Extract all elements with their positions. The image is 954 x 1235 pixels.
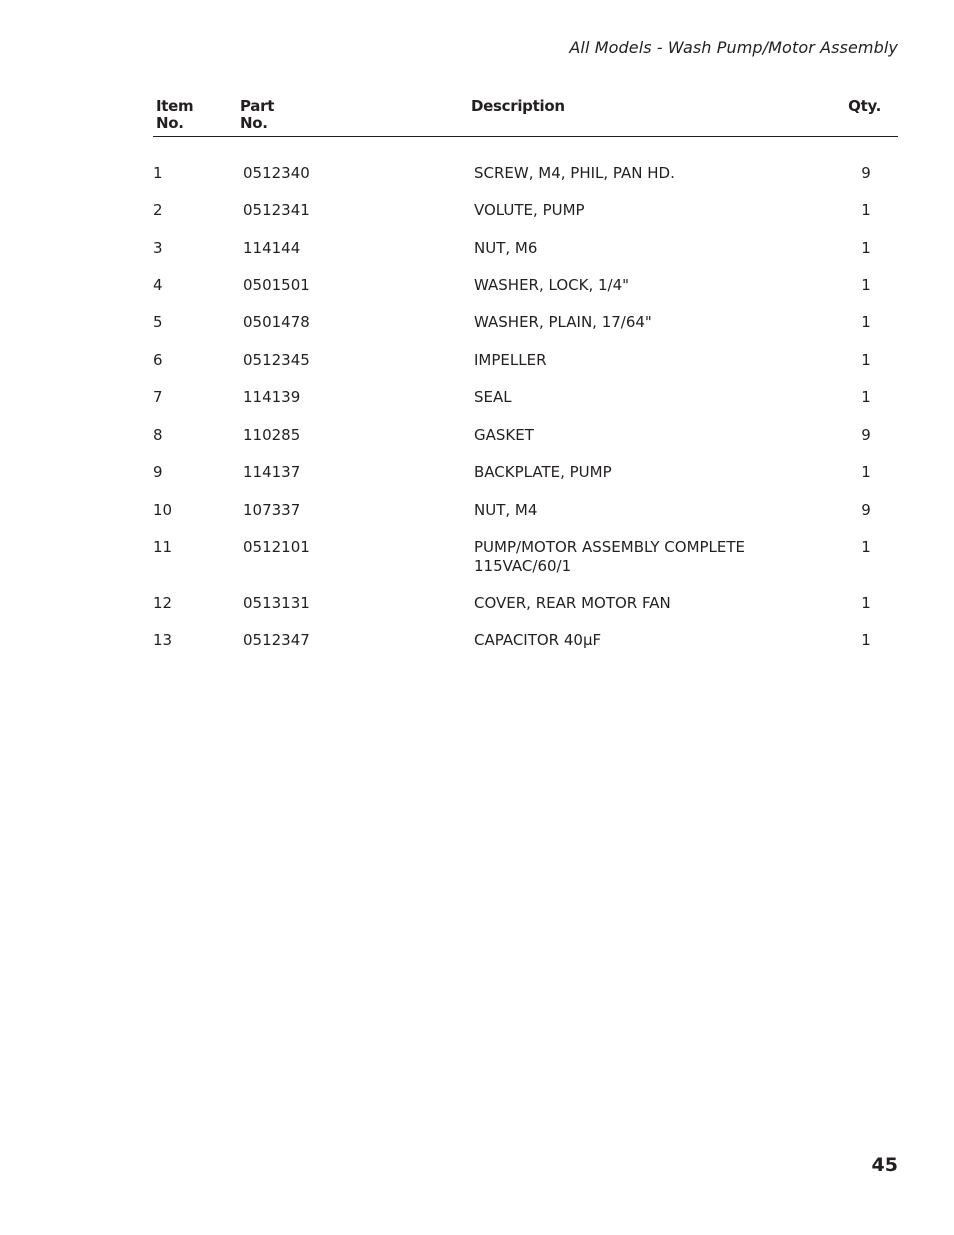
part-number: 0501478 (243, 313, 310, 331)
part-description (474, 463, 612, 482)
part-description-line: COVER, REAR MOTOR FAN (474, 594, 671, 612)
header-divider (153, 136, 898, 137)
quantity: 1 (861, 388, 871, 406)
quantity: 9 (861, 426, 871, 444)
item-number: 7 (153, 388, 163, 406)
item-number: 1 (153, 164, 163, 182)
quantity: 1 (861, 631, 871, 649)
column-header-part-no (240, 98, 274, 132)
quantity: 1 (861, 239, 871, 257)
part-description-line: SCREW, M4, PHIL, PAN HD. (474, 164, 675, 182)
quantity: 1 (861, 201, 871, 219)
part-number: 0513131 (243, 594, 310, 612)
part-description-line: NUT, M4 (474, 501, 538, 519)
part-number: 114139 (243, 388, 301, 406)
part-description (474, 276, 629, 295)
column-header-item-line1: Item (156, 97, 194, 115)
quantity: 9 (861, 501, 871, 519)
part-description (474, 201, 585, 220)
part-description (474, 538, 745, 576)
item-number: 5 (153, 313, 163, 331)
part-description (474, 631, 601, 650)
item-number: 3 (153, 239, 163, 257)
part-number: 0501501 (243, 276, 310, 294)
part-number: 114137 (243, 463, 301, 481)
part-number: 114144 (243, 239, 301, 257)
quantity: 1 (861, 276, 871, 294)
running-head: All Models - Wash Pump/Motor Assembly (569, 38, 898, 57)
part-number: 0512340 (243, 164, 310, 182)
part-description-line: BACKPLATE, PUMP (474, 463, 612, 481)
part-description-line: SEAL (474, 388, 512, 406)
part-description-line: GASKET (474, 426, 534, 444)
item-number: 11 (153, 538, 173, 556)
part-description-line: WASHER, LOCK, 1/4" (474, 276, 630, 294)
part-description-line: 115VAC/60/1 (474, 557, 572, 575)
item-number: 10 (153, 501, 173, 519)
part-description (474, 239, 537, 258)
quantity: 1 (861, 313, 871, 331)
part-description-line: PUMP/MOTOR ASSEMBLY COMPLETE (474, 538, 746, 556)
part-description (474, 426, 534, 445)
item-number: 6 (153, 351, 163, 369)
part-description-line: VOLUTE, PUMP (474, 201, 585, 219)
part-description (474, 313, 652, 332)
quantity: 1 (861, 351, 871, 369)
item-number: 8 (153, 426, 163, 444)
part-description (474, 388, 512, 407)
column-header-item-line2: No. (156, 114, 184, 132)
item-number: 2 (153, 201, 163, 219)
quantity: 1 (861, 463, 871, 481)
part-description-line: WASHER, PLAIN, 17/64" (474, 313, 652, 331)
part-description-line: NUT, M6 (474, 239, 538, 257)
part-number: 0512345 (243, 351, 310, 369)
column-header-part-line1: Part (240, 97, 275, 115)
item-number: 12 (153, 594, 173, 612)
quantity: 1 (861, 594, 871, 612)
item-number: 13 (153, 631, 173, 649)
part-number: 0512101 (243, 538, 310, 556)
part-number: 110285 (243, 426, 301, 444)
column-header-description: Description (471, 97, 565, 115)
column-header-item-no (156, 98, 193, 132)
page-number: 45 (871, 1154, 898, 1176)
item-number: 9 (153, 463, 163, 481)
part-number: 0512341 (243, 201, 310, 219)
part-description (474, 164, 675, 183)
quantity: 1 (861, 538, 871, 556)
part-description-line: IMPELLER (474, 351, 547, 369)
column-header-part-line2: No. (240, 114, 268, 132)
part-description (474, 351, 547, 370)
part-description (474, 594, 671, 613)
part-description-line: CAPACITOR 40μF (474, 631, 602, 649)
part-number: 0512347 (243, 631, 310, 649)
quantity: 9 (861, 164, 871, 182)
part-description (474, 501, 537, 520)
item-number: 4 (153, 276, 163, 294)
part-number: 107337 (243, 501, 301, 519)
column-header-qty: Qty. (848, 97, 881, 115)
